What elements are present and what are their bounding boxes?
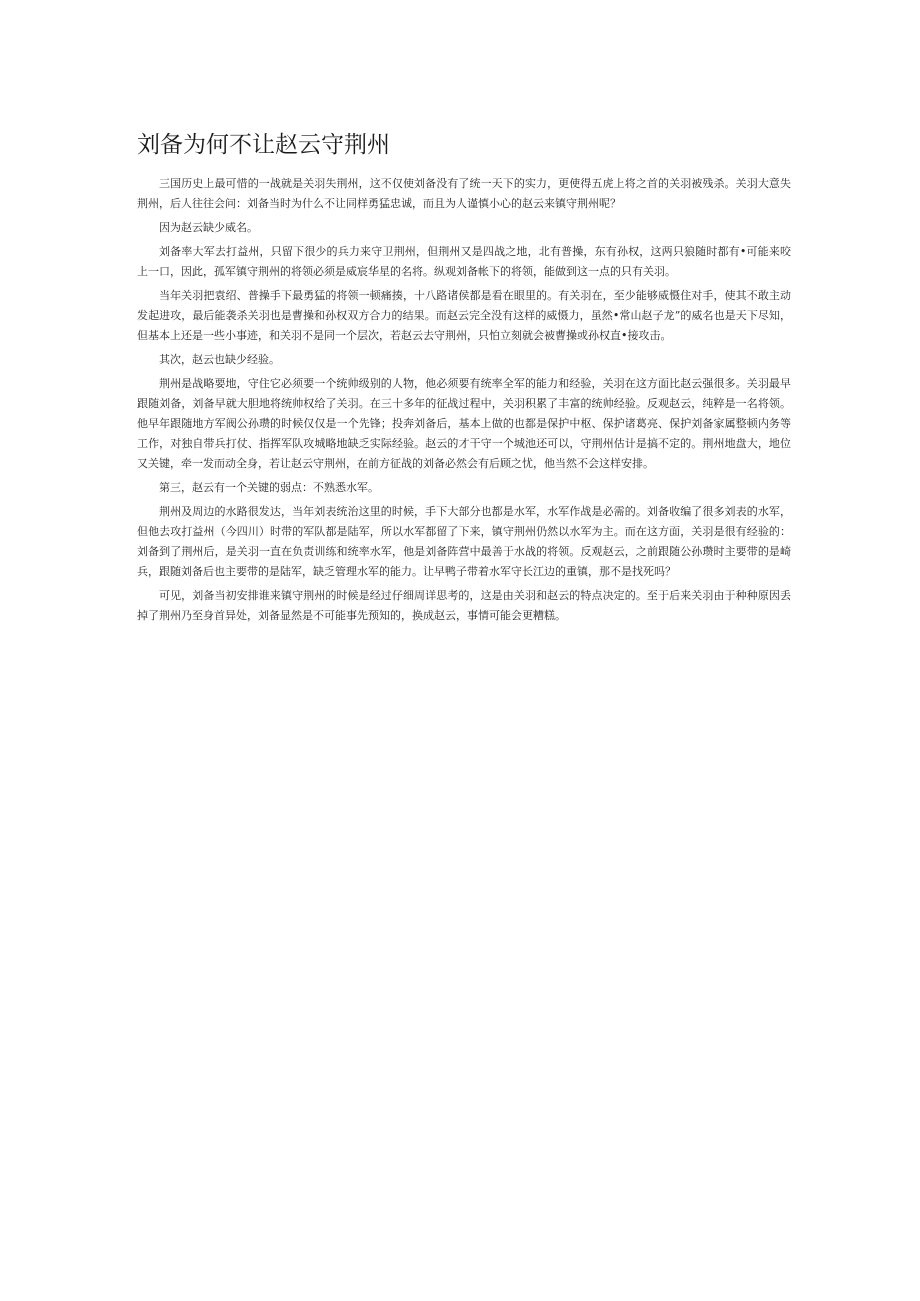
paragraph-conclusion: 可见，刘备当初安排谁来镇守荆州的时候是经过仔细周详思考的，这是由关羽和赵云的特点决定的。至于后来关羽由于种种原因丢掉了荆州乃至身首异处，刘备显然是不可能事先预知的，换成赵云，事情可能会更糟糕。: [137, 589, 791, 622]
document-title: 刘备为何不让赵云守荆州: [137, 132, 390, 158]
paragraph-reason-one: 因为赵云缺少威名。: [159, 221, 258, 234]
document-body: [137, 130, 791, 630]
paragraph-reason-two: 其次，赵云也缺少经验。: [159, 353, 280, 366]
paragraph-reason-three-detail: 荆州及周边的水路很发达，当年刘表统治这里的时候，手下大部分也都是水军，水军作战是必需的。刘备收编了很多刘表的水军，但他去攻打益州（今四川）时带的军队都是陆军，所以水军都留了下来，镇守荆州仍然以水军为主。而在这方面，关羽是很有经验的：刘备到了荆州后，是关羽一直在负责训练和统率水军，他是刘备阵营中最善于水战的将领。反观赵云，之前跟随公孙瓒时主要带的是崎兵，跟随刘备后也主要带的是陆军，缺乏管理水军的能力。让早鸭子带着水军守长江边的重镇，那不是找死吗？: [137, 505, 791, 578]
paragraph-reason-one-detail: 刘备率大军去打益州，只留下很少的兵力来守卫荆州，但荆州又是四战之地，北有普操，东有孙权，这两只狼随时都有•可能来咬上一口，因此，孤军镇守荆州的将领必须是威宸华星的名将。纵观刘备帐下的将领，能做到这一点的只有关羽。: [137, 245, 791, 278]
paragraph-intro: 三国历史上最可惜的一战就是关羽失荆州，这不仅使刘备没有了统一天下的实力，更使得五虎上将之首的关羽被残杀。关羽大意失荆州，后人往往会问：刘备当时为什么不让同样勇猛忠诚，而且为人谨慎小心的赵云来镇守荆州呢？: [137, 177, 791, 210]
paragraph-reason-one-elaboration: 当年关羽把袁绍、普操手下最勇猛的将领一顿痛揍，十八路诸侯都是看在眼里的。有关羽在，至少能够威慑住对手，使其不敢主动发起进攻，最后能袭杀关羽也是曹操和孙权双方合力的结果。而赵云完全没有这样的威慑力，虽然•常山赵子龙”的威名也是天下尽知，但基本上还是一些小事迹，和关羽不是同一个层次，若赵云去守荆州，只怕立刻就会被曹操或孙权直•接攻击。: [137, 289, 791, 342]
paragraph-reason-three: 第三，赵云有一个关键的弱点：不熟悉水军。: [159, 481, 379, 494]
paragraph-reason-two-detail: 荆州是战略要地，守住它必须要一个统帅级别的人物，他必须要有统率全军的能力和经验，关羽在这方面比赵云强很多。关羽最早跟随刘备，刘备早就大胆地将统帅权给了关羽。在三十多年的征战过程中，关羽积累了丰富的统帅经验。反观赵云，纯粹是一名将领。他早年跟随地方军阀公孙瓒的时候仅仅是一个先锋；投奔刘备后，基本上做的也都是保护中枢、保护诸葛亮、保护刘备家属整顿内务等工作，对独自带兵打仗、指挥军队攻城略地缺乏实际经验。赵云的才干守一个城池还可以，守荆州估计是搞不定的。荆州地盘大，地位又关键，牵一发而动全身，若让赵云守荆州，在前方征战的刘备必然会有后顾之忧，他当然不会这样安排。: [137, 377, 791, 470]
